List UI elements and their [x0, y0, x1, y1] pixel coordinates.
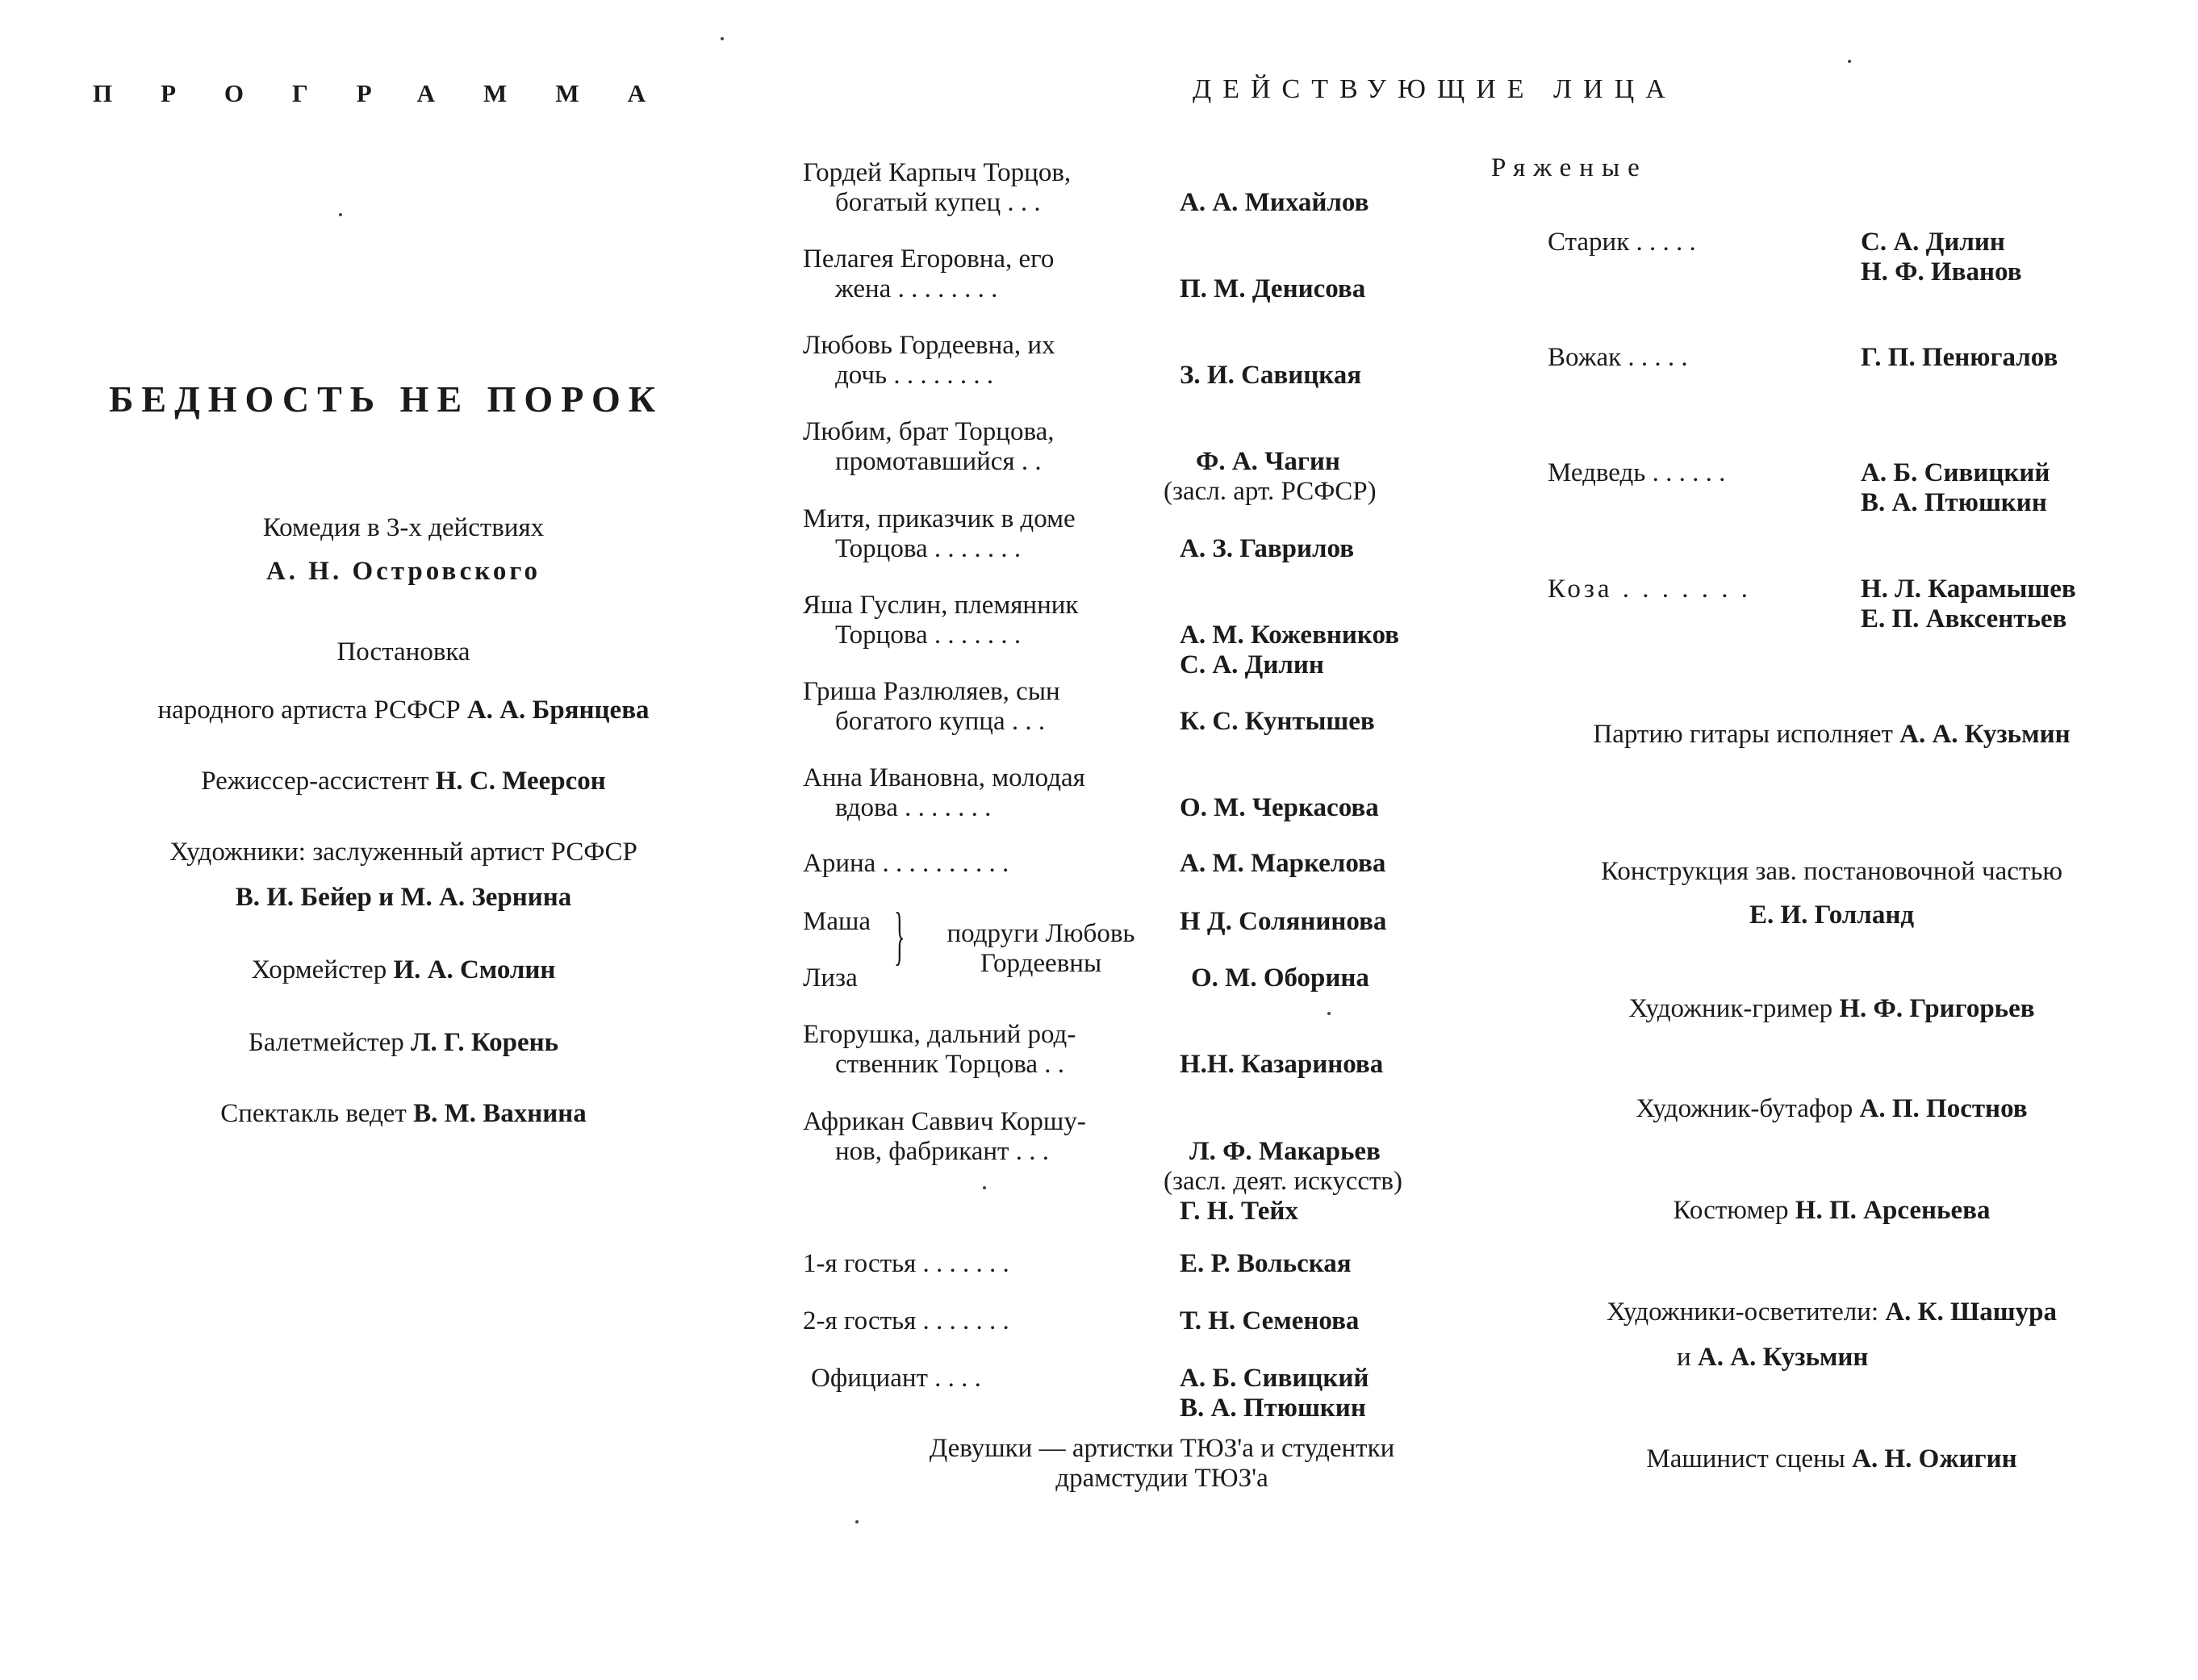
mummer-actors: Г. П. Пенюгалов [1861, 343, 2058, 372]
mummer-actors: А. Б. Сивицкий В. А. Птюшкин [1861, 458, 2050, 517]
cast-role: Гордей Карпыч Торцов, богатый купец . . . [803, 158, 1072, 217]
cast-role: Митя, приказчик в доме Торцова . . . . . . . [803, 504, 1076, 563]
lighting-label: Художники-осветители: [1606, 1298, 1879, 1327]
ballet-credit [48, 1028, 758, 1058]
mummers-heading: Ряженые [1491, 153, 1648, 182]
cast-actor: О. М. Черкасова [1180, 793, 1379, 822]
cast-role-liza: Лиза [803, 963, 858, 993]
play-title: БЕДНОСТЬ НЕ ПОРОК [109, 378, 664, 420]
brace-symbol: } [894, 901, 905, 972]
cast-actor-liza: О. М. Оборина [1191, 963, 1369, 993]
cast-role: Егорушка, дальний род- ственник Торцова . . [803, 1020, 1076, 1079]
guitar-name: А. А. Кузьмин [1899, 720, 2071, 749]
friends-description: подруги Любовь Гордеевны [946, 919, 1135, 978]
scan-speck [1327, 1012, 1331, 1015]
cast-actor: А. А. Михайлов [1180, 188, 1369, 217]
cast-role: Любим, брат Торцова, промотавшийся . . [803, 417, 1055, 476]
ballet-name: Л. Г. Корень [410, 1028, 559, 1057]
manager-name: В. М. Вахнина [413, 1099, 587, 1128]
machinist-credit [1517, 1444, 2146, 1474]
guitar-label: Партию гитары исполняет [1593, 720, 1893, 749]
construction-label: Конструкция зав. постановочной частью [1600, 857, 2063, 886]
staging-title: народного артиста РСФСР [157, 696, 461, 725]
cast-role: Гриша Разлюляев, сын богатого купца . . . [803, 677, 1060, 736]
choir-name: И. А. Смолин [393, 955, 556, 984]
mummer-role: Коза . . . . . . . [1548, 575, 1752, 604]
manager-credit [48, 1099, 758, 1129]
cast-actor-masha: Н Д. Солянинова [1180, 907, 1387, 936]
cast-actor: Н.Н. Казаринова [1180, 1050, 1384, 1079]
manager-label: Спектакль ведет [220, 1099, 407, 1128]
subtitle: Комедия в 3-х действиях [262, 513, 545, 542]
assistant-name: Н. С. Меерсон [435, 767, 606, 796]
staging-credit [48, 696, 758, 725]
cast-actor: Т. Н. Семенова [1180, 1306, 1360, 1335]
cast-actor: Л. Ф. Макарьев (засл. деят. искусств) Г. Н. Тейх [1164, 1137, 1403, 1226]
lighting-name-1: А. К. Шашура [1885, 1298, 2058, 1327]
cast-role: 1-я гостья . . . . . . . [803, 1249, 1009, 1278]
choir-label: Хормейстер [251, 955, 387, 984]
artists-name: В. И. Бейер и М. А. Зернина [235, 883, 572, 912]
lighting-credit [1517, 1298, 2146, 1327]
scan-speck [1848, 60, 1851, 63]
cast-actor: А. М. Маркелова [1180, 849, 1386, 878]
cast-role: Африкан Саввич Коршу- нов, фабрикант . . . [803, 1107, 1086, 1166]
scan-speck [855, 1520, 859, 1523]
mummer-role: Старик . . . . . [1548, 228, 1696, 257]
scan-speck [339, 213, 342, 216]
cast-role: Арина . . . . . . . . . . [803, 849, 1009, 878]
lighting-credit-2: и А. А. Кузьмин [1677, 1343, 1869, 1372]
cast-role: Любовь Гордеевна, их дочь . . . . . . . . [803, 331, 1055, 390]
cast-role-masha: Маша [803, 907, 871, 936]
construction-name: Е. И. Голланд [1749, 901, 1915, 930]
assistant-label: Режиссер-ассистент [201, 767, 429, 796]
author: А. Н. Островского [265, 557, 541, 586]
machinist-name: А. Н. Ожигин [1852, 1444, 2017, 1473]
props-label: Художник-бутафор [1636, 1094, 1853, 1123]
cast-role: 2-я гостья . . . . . . . [803, 1306, 1009, 1335]
props-name: А. П. Постнов [1859, 1094, 2028, 1123]
props-credit [1517, 1094, 2146, 1124]
scan-speck [721, 37, 724, 40]
mummer-role: Вожак . . . . . [1548, 343, 1688, 372]
costume-name: Н. П. Арсеньева [1795, 1196, 1991, 1225]
cast-actor: А. З. Гаврилов [1180, 534, 1355, 563]
cast-role: Яша Гуслин, племянник Торцова . . . . . . . [803, 591, 1079, 650]
guitar-credit [1517, 720, 2146, 750]
mummer-actors: С. А. Дилин Н. Ф. Иванов [1861, 228, 2022, 286]
mummer-role: Медведь . . . . . . [1548, 458, 1726, 487]
costume-credit [1517, 1196, 2146, 1226]
programma-heading: ПРОГРАММА [93, 79, 694, 107]
makeup-name: Н. Ф. Григорьев [1839, 994, 2035, 1023]
machinist-label: Машинист сцены [1646, 1444, 1845, 1473]
staging-label: Постановка [336, 637, 470, 667]
makeup-label: Художник-гример [1628, 994, 1833, 1023]
scan-speck [983, 1186, 986, 1189]
costume-label: Костюмер [1673, 1196, 1789, 1225]
cast-title: ДЕЙСТВУЮЩИЕ ЛИЦА [1193, 74, 1677, 104]
lighting-name-2: А. А. Кузьмин [1697, 1343, 1869, 1372]
cast-actor: Ф. А. Чагин (засл. арт. РСФСР) [1164, 447, 1377, 506]
cast-actor: З. И. Савицкая [1180, 361, 1362, 390]
cast-actor: А. Б. Сивицкий В. А. Птюшкин [1180, 1364, 1369, 1423]
mummer-actors: Н. Л. Карамышев Е. П. Авксентьев [1861, 575, 2076, 633]
artists-label: Художники: заслуженный артист РСФСР [169, 838, 637, 867]
cast-role: Официант . . . . [811, 1364, 981, 1393]
cast-role: Пелагея Егоровна, его жена . . . . . . . . [803, 244, 1055, 303]
cast-role: Анна Ивановна, молодая вдова . . . . . . . [803, 763, 1085, 822]
choir-credit [48, 955, 758, 985]
staging-name: А. А. Брянцева [466, 696, 650, 725]
cast-actor: А. М. Кожевников С. А. Дилин [1180, 621, 1400, 679]
cast-actor: Е. Р. Вольская [1180, 1249, 1352, 1278]
cast-actor: К. С. Кунтышев [1180, 707, 1375, 736]
cast-actor: П. М. Денисова [1180, 274, 1366, 303]
ballet-label: Балетмейстер [248, 1028, 404, 1057]
assistant-credit [48, 767, 758, 796]
makeup-credit [1517, 994, 2146, 1024]
girls-note: Девушки — артистки ТЮЗ'а и студентки драмстудии ТЮЗ'а [929, 1434, 1395, 1493]
